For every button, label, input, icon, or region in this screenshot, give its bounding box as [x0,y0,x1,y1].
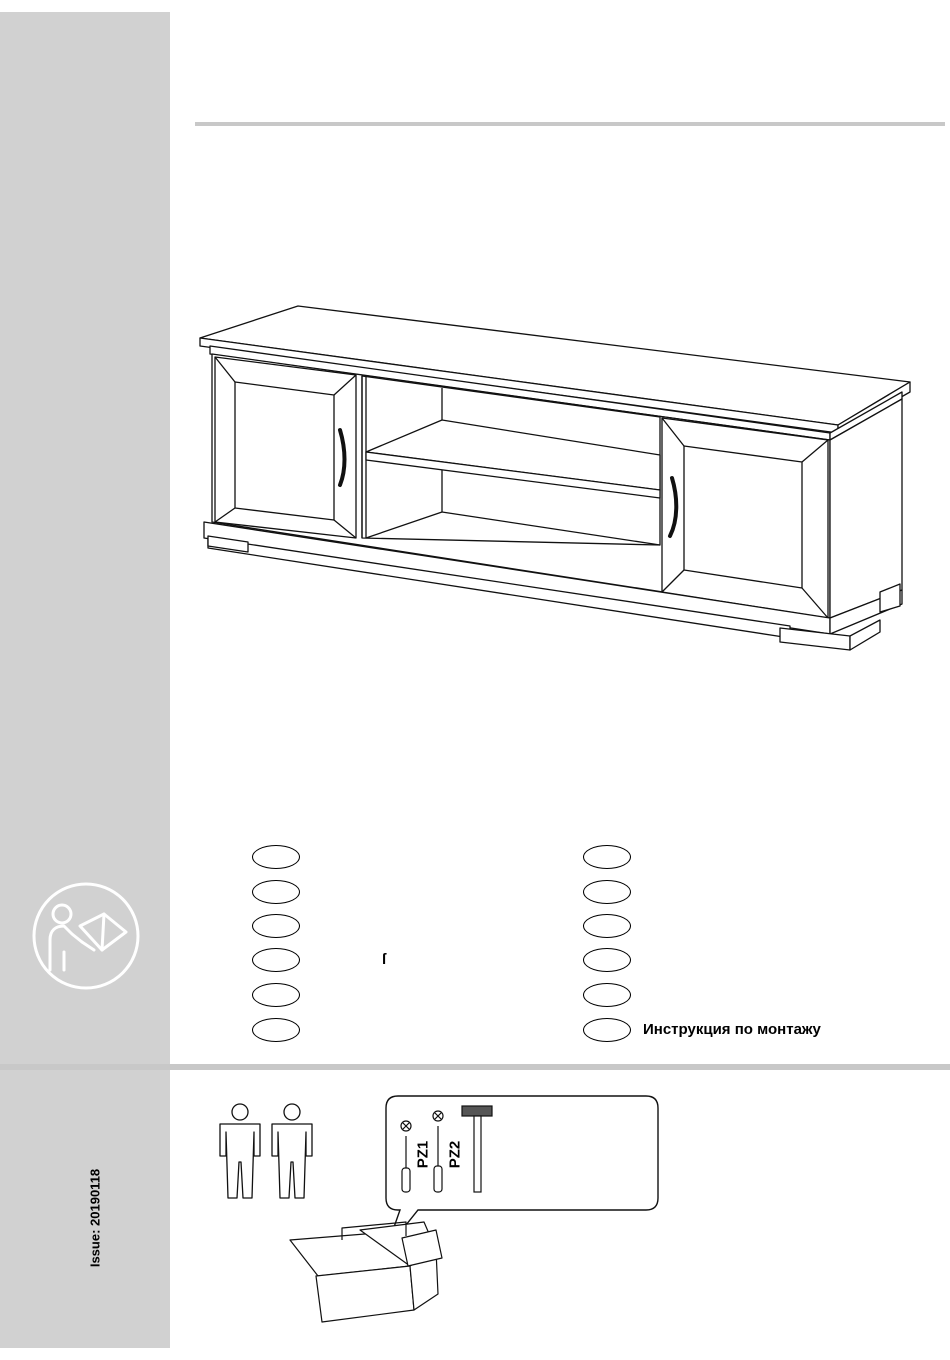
language-oval [252,845,300,869]
sidebar-bottom [0,1070,170,1348]
language-oval [583,845,631,869]
assembly-requirements [210,1090,670,1330]
two-person-assembly-icon [220,1104,312,1198]
language-label-ru: Инструкция по монтажу [643,1021,821,1038]
language-oval [252,880,300,904]
language-oval [583,914,631,938]
issue-date: Issue: 20190118 [87,1168,103,1268]
top-rule [195,122,945,126]
section-divider [0,1064,950,1070]
language-oval [583,948,631,972]
screwdriver-pz1-label: PZ1 [414,1140,432,1169]
language-oval [583,1018,631,1042]
toolbox-icon [290,1222,442,1322]
screwdriver-pz2-label: PZ2 [446,1140,464,1169]
language-oval [583,880,631,904]
language-oval [252,948,300,972]
language-oval [252,1018,300,1042]
language-oval [252,914,300,938]
tv-stand-illustration [190,300,920,670]
language-oval [252,983,300,1007]
language-label: ſ [382,951,387,968]
read-manual-icon [30,880,142,992]
language-oval [583,983,631,1007]
